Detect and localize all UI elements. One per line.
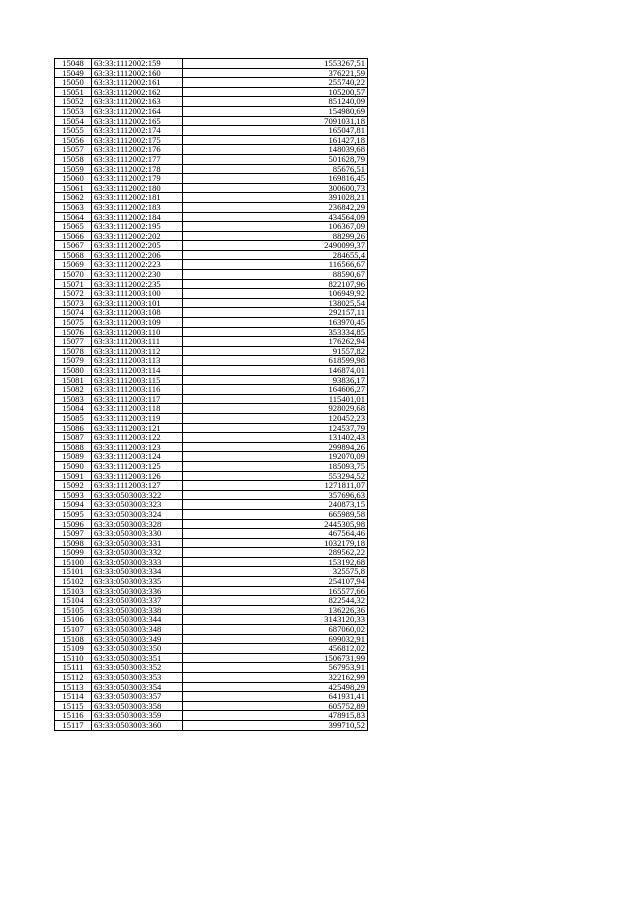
row-index-cell: 15105	[55, 605, 92, 615]
row-index-cell: 15103	[55, 586, 92, 596]
cadastral-number-cell: 63:33:1112002:181	[92, 193, 183, 203]
cadastral-number-cell: 63:33:1112002:163	[92, 97, 183, 107]
row-index-cell: 15056	[55, 135, 92, 145]
table-row	[55, 644, 368, 654]
table-row	[55, 87, 368, 97]
cadastral-value-cell: 2445305,98	[183, 519, 368, 529]
table-row	[55, 308, 368, 318]
cadastral-value-cell: 93836,17	[183, 375, 368, 385]
table-row	[55, 605, 368, 615]
cadastral-value-cell: 254107,94	[183, 577, 368, 587]
table-row	[55, 452, 368, 462]
row-index-cell: 15088	[55, 442, 92, 452]
row-index-cell: 15070	[55, 270, 92, 280]
cadastral-value-cell: 88299,26	[183, 231, 368, 241]
row-index-cell: 15116	[55, 711, 92, 721]
row-index-cell: 15099	[55, 548, 92, 558]
row-index-cell: 15087	[55, 433, 92, 443]
cadastral-number-cell: 63:33:0503003:334	[92, 567, 183, 577]
cadastral-value-cell: 325575,8	[183, 567, 368, 577]
cadastral-number-cell: 63:33:1112002:165	[92, 116, 183, 126]
row-index-cell: 15081	[55, 375, 92, 385]
table-row	[55, 509, 368, 519]
table-row	[55, 116, 368, 126]
row-index-cell: 15072	[55, 289, 92, 299]
table-row	[55, 337, 368, 347]
cadastral-value-cell: 399710,52	[183, 720, 368, 730]
cadastral-value-cell: 501628,79	[183, 154, 368, 164]
row-index-cell: 15113	[55, 682, 92, 692]
cadastral-number-cell: 63:33:0503003:331	[92, 538, 183, 548]
cadastral-value-cell: 131402,43	[183, 433, 368, 443]
row-index-cell: 15051	[55, 87, 92, 97]
row-index-cell: 15092	[55, 481, 92, 491]
cadastral-number-cell: 63:33:1112002:180	[92, 183, 183, 193]
cadastral-number-cell: 63:33:0503003:322	[92, 490, 183, 500]
cadastral-number-cell: 63:33:1112003:101	[92, 298, 183, 308]
cadastral-value-cell: 391028,21	[183, 193, 368, 203]
cadastral-value-cell: 1032179,18	[183, 538, 368, 548]
cadastral-value-cell: 618599,98	[183, 356, 368, 366]
cadastral-number-cell: 63:33:1112003:108	[92, 308, 183, 318]
table-row	[55, 673, 368, 683]
cadastral-number-cell: 63:33:1112003:119	[92, 413, 183, 423]
cadastral-value-cell: 185093,75	[183, 461, 368, 471]
cadastral-value-cell: 322162,99	[183, 673, 368, 683]
cadastral-value-cell: 124537,79	[183, 423, 368, 433]
row-index-cell: 15066	[55, 231, 92, 241]
table-row	[55, 289, 368, 299]
cadastral-number-cell: 63:33:1112003:123	[92, 442, 183, 452]
row-index-cell: 15064	[55, 212, 92, 222]
table-row	[55, 500, 368, 510]
cadastral-number-cell: 63:33:1112002:175	[92, 135, 183, 145]
cadastral-number-cell: 63:33:0503003:324	[92, 509, 183, 519]
table-row	[55, 548, 368, 558]
row-index-cell: 15054	[55, 116, 92, 126]
cadastral-number-cell: 63:33:1112003:109	[92, 318, 183, 328]
cadastral-value-cell: 236842,29	[183, 202, 368, 212]
cadastral-number-cell: 63:33:0503003:351	[92, 653, 183, 663]
table-row	[55, 154, 368, 164]
row-index-cell: 15110	[55, 653, 92, 663]
cadastral-value-cell: 284655,4	[183, 250, 368, 260]
cadastral-value-cell: 456812,02	[183, 644, 368, 654]
row-index-cell: 15095	[55, 509, 92, 519]
cadastral-value-cell: 699032,91	[183, 634, 368, 644]
table-row	[55, 586, 368, 596]
cadastral-number-cell: 63:33:0503003:353	[92, 673, 183, 683]
cadastral-value-cell: 292157,11	[183, 308, 368, 318]
row-index-cell: 15107	[55, 625, 92, 635]
cadastral-value-cell: 1271811,07	[183, 481, 368, 491]
table-row	[55, 126, 368, 136]
row-index-cell: 15078	[55, 346, 92, 356]
cadastral-value-cell: 106367,09	[183, 222, 368, 232]
cadastral-number-cell: 63:33:0503003:333	[92, 557, 183, 567]
cadastral-number-cell: 63:33:0503003:360	[92, 720, 183, 730]
table-row	[55, 346, 368, 356]
cadastral-number-cell: 63:33:1112002:164	[92, 106, 183, 116]
cadastral-value-cell: 120452,23	[183, 413, 368, 423]
row-index-cell: 15091	[55, 471, 92, 481]
cadastral-number-cell: 63:33:0503003:350	[92, 644, 183, 654]
cadastral-number-cell: 63:33:1112002:202	[92, 231, 183, 241]
table-row	[55, 625, 368, 635]
row-index-cell: 15061	[55, 183, 92, 193]
table-row	[55, 519, 368, 529]
table-row	[55, 164, 368, 174]
cadastral-number-cell: 63:33:0503003:332	[92, 548, 183, 558]
cadastral-value-cell: 665989,58	[183, 509, 368, 519]
cadastral-value-cell: 192070,09	[183, 452, 368, 462]
cadastral-number-cell: 63:33:1112002:205	[92, 241, 183, 251]
row-index-cell: 15059	[55, 164, 92, 174]
row-index-cell: 15108	[55, 634, 92, 644]
table-row	[55, 394, 368, 404]
cadastral-value-cell: 116566,67	[183, 260, 368, 270]
cadastral-value-cell: 567953,91	[183, 663, 368, 673]
cadastral-value-cell: 928029,68	[183, 404, 368, 414]
table-row	[55, 59, 368, 69]
row-index-cell: 15063	[55, 202, 92, 212]
row-index-cell: 15097	[55, 529, 92, 539]
row-index-cell: 15069	[55, 260, 92, 270]
row-index-cell: 15080	[55, 366, 92, 376]
table-row	[55, 413, 368, 423]
cadastral-value-cell: 289562,22	[183, 548, 368, 558]
cadastral-value-cell: 822107,96	[183, 279, 368, 289]
table-row	[55, 634, 368, 644]
table-row	[55, 174, 368, 184]
table-row	[55, 385, 368, 395]
cadastral-value-cell: 434564,09	[183, 212, 368, 222]
row-index-cell: 15048	[55, 59, 92, 69]
cadastral-number-cell: 63:33:1112002:161	[92, 78, 183, 88]
row-index-cell: 15065	[55, 222, 92, 232]
cadastral-number-cell: 63:33:0503003:357	[92, 692, 183, 702]
row-index-cell: 15073	[55, 298, 92, 308]
cadastral-number-cell: 63:33:0503003:349	[92, 634, 183, 644]
row-index-cell: 15102	[55, 577, 92, 587]
table-row	[55, 375, 368, 385]
cadastral-number-cell: 63:33:1112002:230	[92, 270, 183, 280]
cadastral-value-cell: 641931,41	[183, 692, 368, 702]
cadastral-value-cell: 91557,82	[183, 346, 368, 356]
row-index-cell: 15100	[55, 557, 92, 567]
cadastral-number-cell: 63:33:0503003:348	[92, 625, 183, 635]
table-row	[55, 682, 368, 692]
cadastral-value-cell: 105200,57	[183, 87, 368, 97]
cadastral-number-cell: 63:33:1112002:195	[92, 222, 183, 232]
row-index-cell: 15082	[55, 385, 92, 395]
cadastral-number-cell: 63:33:1112003:124	[92, 452, 183, 462]
row-index-cell: 15094	[55, 500, 92, 510]
table-row	[55, 663, 368, 673]
table-row	[55, 720, 368, 730]
table-row	[55, 260, 368, 270]
cadastral-value-cell: 164606,27	[183, 385, 368, 395]
row-index-cell: 15089	[55, 452, 92, 462]
cadastral-number-cell: 63:33:1112002:184	[92, 212, 183, 222]
table-row	[55, 701, 368, 711]
cadastral-number-cell: 63:33:0503003:344	[92, 615, 183, 625]
cadastral-value-cell: 88590,67	[183, 270, 368, 280]
table-row	[55, 490, 368, 500]
cadastral-value-cell: 2490099,37	[183, 241, 368, 251]
table-row	[55, 298, 368, 308]
table-row	[55, 231, 368, 241]
table-row	[55, 356, 368, 366]
table-row	[55, 596, 368, 606]
row-index-cell: 15058	[55, 154, 92, 164]
cadastral-value-cell: 153192,68	[183, 557, 368, 567]
cadastral-value-cell: 136226,36	[183, 605, 368, 615]
table-row	[55, 78, 368, 88]
table-row	[55, 250, 368, 260]
table-row	[55, 193, 368, 203]
row-index-cell: 15104	[55, 596, 92, 606]
cadastral-value-cell: 138025,54	[183, 298, 368, 308]
row-index-cell: 15101	[55, 567, 92, 577]
cadastral-number-cell: 63:33:1112003:125	[92, 461, 183, 471]
cadastral-value-cell: 169816,45	[183, 174, 368, 184]
row-index-cell: 15109	[55, 644, 92, 654]
cadastral-value-cell: 165047,81	[183, 126, 368, 136]
cadastral-value-cell: 115401,01	[183, 394, 368, 404]
cadastral-value-cell: 85676,51	[183, 164, 368, 174]
row-index-cell: 15086	[55, 423, 92, 433]
cadastral-number-cell: 63:33:1112002:162	[92, 87, 183, 97]
cadastral-number-cell: 63:33:1112003:122	[92, 433, 183, 443]
table-row	[55, 366, 368, 376]
cadastral-value-cell: 1553267,51	[183, 59, 368, 69]
table-row	[55, 692, 368, 702]
cadastral-number-cell: 63:33:1112002:174	[92, 126, 183, 136]
table-row	[55, 538, 368, 548]
cadastral-number-cell: 63:33:1112003:114	[92, 366, 183, 376]
cadastral-number-cell: 63:33:1112002:235	[92, 279, 183, 289]
cadastral-number-cell: 63:33:1112003:111	[92, 337, 183, 347]
row-index-cell: 15052	[55, 97, 92, 107]
cadastral-number-cell: 63:33:0503003:337	[92, 596, 183, 606]
cadastral-number-cell: 63:33:0503003:354	[92, 682, 183, 692]
table-row	[55, 653, 368, 663]
table-row	[55, 183, 368, 193]
cadastral-value-cell: 300600,73	[183, 183, 368, 193]
table-row	[55, 135, 368, 145]
row-index-cell: 15111	[55, 663, 92, 673]
cadastral-value-cell: 7091031,18	[183, 116, 368, 126]
cadastral-number-cell: 63:33:1112003:115	[92, 375, 183, 385]
row-index-cell: 15049	[55, 68, 92, 78]
cadastral-number-cell: 63:33:1112002:178	[92, 164, 183, 174]
cadastral-number-cell: 63:33:1112003:121	[92, 423, 183, 433]
cadastral-value-cell: 106949,92	[183, 289, 368, 299]
cadastral-number-cell: 63:33:1112003:116	[92, 385, 183, 395]
table-row	[55, 279, 368, 289]
row-index-cell: 15093	[55, 490, 92, 500]
cadastral-value-cell: 148039,68	[183, 145, 368, 155]
cadastral-value-table	[54, 58, 368, 731]
table-row	[55, 327, 368, 337]
cadastral-number-cell: 63:33:1112002:183	[92, 202, 183, 212]
table-row	[55, 241, 368, 251]
row-index-cell: 15083	[55, 394, 92, 404]
row-index-cell: 15068	[55, 250, 92, 260]
row-index-cell: 15057	[55, 145, 92, 155]
cadastral-number-cell: 63:33:0503003:352	[92, 663, 183, 673]
table-row	[55, 481, 368, 491]
cadastral-number-cell: 63:33:1112002:179	[92, 174, 183, 184]
table-row	[55, 202, 368, 212]
cadastral-value-cell: 478915,83	[183, 711, 368, 721]
row-index-cell: 15085	[55, 413, 92, 423]
table-row	[55, 423, 368, 433]
row-index-cell: 15077	[55, 337, 92, 347]
table-row	[55, 615, 368, 625]
cadastral-number-cell: 63:33:1112002:206	[92, 250, 183, 260]
table-row	[55, 97, 368, 107]
row-index-cell: 15074	[55, 308, 92, 318]
row-index-cell: 15055	[55, 126, 92, 136]
cadastral-number-cell: 63:33:0503003:323	[92, 500, 183, 510]
table-row	[55, 404, 368, 414]
table-row	[55, 222, 368, 232]
row-index-cell: 15114	[55, 692, 92, 702]
row-index-cell: 15117	[55, 720, 92, 730]
cadastral-number-cell: 63:33:1112003:113	[92, 356, 183, 366]
table-row	[55, 212, 368, 222]
cadastral-number-cell: 63:33:1112002:177	[92, 154, 183, 164]
row-index-cell: 15098	[55, 538, 92, 548]
cadastral-value-cell: 553294,52	[183, 471, 368, 481]
row-index-cell: 15050	[55, 78, 92, 88]
cadastral-number-cell: 63:33:1112003:110	[92, 327, 183, 337]
table-row	[55, 270, 368, 280]
row-index-cell: 15071	[55, 279, 92, 289]
cadastral-value-cell: 687060,02	[183, 625, 368, 635]
cadastral-number-cell: 63:33:1112002:176	[92, 145, 183, 155]
cadastral-value-cell: 255740,22	[183, 78, 368, 88]
table-row	[55, 106, 368, 116]
row-index-cell: 15053	[55, 106, 92, 116]
cadastral-number-cell: 63:33:1112002:159	[92, 59, 183, 69]
cadastral-number-cell: 63:33:0503003:328	[92, 519, 183, 529]
cadastral-number-cell: 63:33:1112002:160	[92, 68, 183, 78]
table-row	[55, 711, 368, 721]
cadastral-number-cell: 63:33:0503003:335	[92, 577, 183, 587]
table-row	[55, 145, 368, 155]
cadastral-value-cell: 467564,46	[183, 529, 368, 539]
cadastral-number-cell: 63:33:1112003:117	[92, 394, 183, 404]
cadastral-value-cell: 161427,18	[183, 135, 368, 145]
cadastral-number-cell: 63:33:1112003:100	[92, 289, 183, 299]
row-index-cell: 15106	[55, 615, 92, 625]
table-row	[55, 442, 368, 452]
cadastral-value-cell: 605752,89	[183, 701, 368, 711]
row-index-cell: 15096	[55, 519, 92, 529]
cadastral-value-cell: 165577,66	[183, 586, 368, 596]
row-index-cell: 15060	[55, 174, 92, 184]
table-row	[55, 461, 368, 471]
row-index-cell: 15084	[55, 404, 92, 414]
cadastral-value-cell: 376221,59	[183, 68, 368, 78]
cadastral-value-cell: 3143120,33	[183, 615, 368, 625]
cadastral-number-cell: 63:33:1112003:112	[92, 346, 183, 356]
cadastral-value-cell: 1506731,99	[183, 653, 368, 663]
cadastral-number-cell: 63:33:1112003:126	[92, 471, 183, 481]
cadastral-number-cell: 63:33:0503003:358	[92, 701, 183, 711]
cadastral-value-cell: 240873,15	[183, 500, 368, 510]
table-row	[55, 567, 368, 577]
table-row	[55, 577, 368, 587]
row-index-cell: 15115	[55, 701, 92, 711]
cadastral-number-cell: 63:33:0503003:330	[92, 529, 183, 539]
table-row	[55, 529, 368, 539]
row-index-cell: 15112	[55, 673, 92, 683]
cadastral-value-cell: 425498,29	[183, 682, 368, 692]
row-index-cell: 15067	[55, 241, 92, 251]
cadastral-value-cell: 154980,69	[183, 106, 368, 116]
cadastral-value-cell: 822544,32	[183, 596, 368, 606]
cadastral-value-cell: 353334,85	[183, 327, 368, 337]
table-row	[55, 557, 368, 567]
cadastral-value-cell: 176262,94	[183, 337, 368, 347]
table-body	[55, 59, 368, 731]
table-row	[55, 433, 368, 443]
row-index-cell: 15075	[55, 318, 92, 328]
cadastral-value-cell: 299894,26	[183, 442, 368, 452]
cadastral-value-cell: 146874,01	[183, 366, 368, 376]
row-index-cell: 15062	[55, 193, 92, 203]
table-row	[55, 68, 368, 78]
cadastral-number-cell: 63:33:1112003:127	[92, 481, 183, 491]
cadastral-number-cell: 63:33:1112003:118	[92, 404, 183, 414]
row-index-cell: 15079	[55, 356, 92, 366]
cadastral-number-cell: 63:33:0503003:359	[92, 711, 183, 721]
cadastral-value-cell: 851240,09	[183, 97, 368, 107]
row-index-cell: 15090	[55, 461, 92, 471]
cadastral-number-cell: 63:33:0503003:336	[92, 586, 183, 596]
cadastral-number-cell: 63:33:0503003:338	[92, 605, 183, 615]
cadastral-number-cell: 63:33:1112002:223	[92, 260, 183, 270]
table-row	[55, 318, 368, 328]
cadastral-value-cell: 357696,63	[183, 490, 368, 500]
cadastral-value-cell: 163970,45	[183, 318, 368, 328]
row-index-cell: 15076	[55, 327, 92, 337]
table-row	[55, 471, 368, 481]
